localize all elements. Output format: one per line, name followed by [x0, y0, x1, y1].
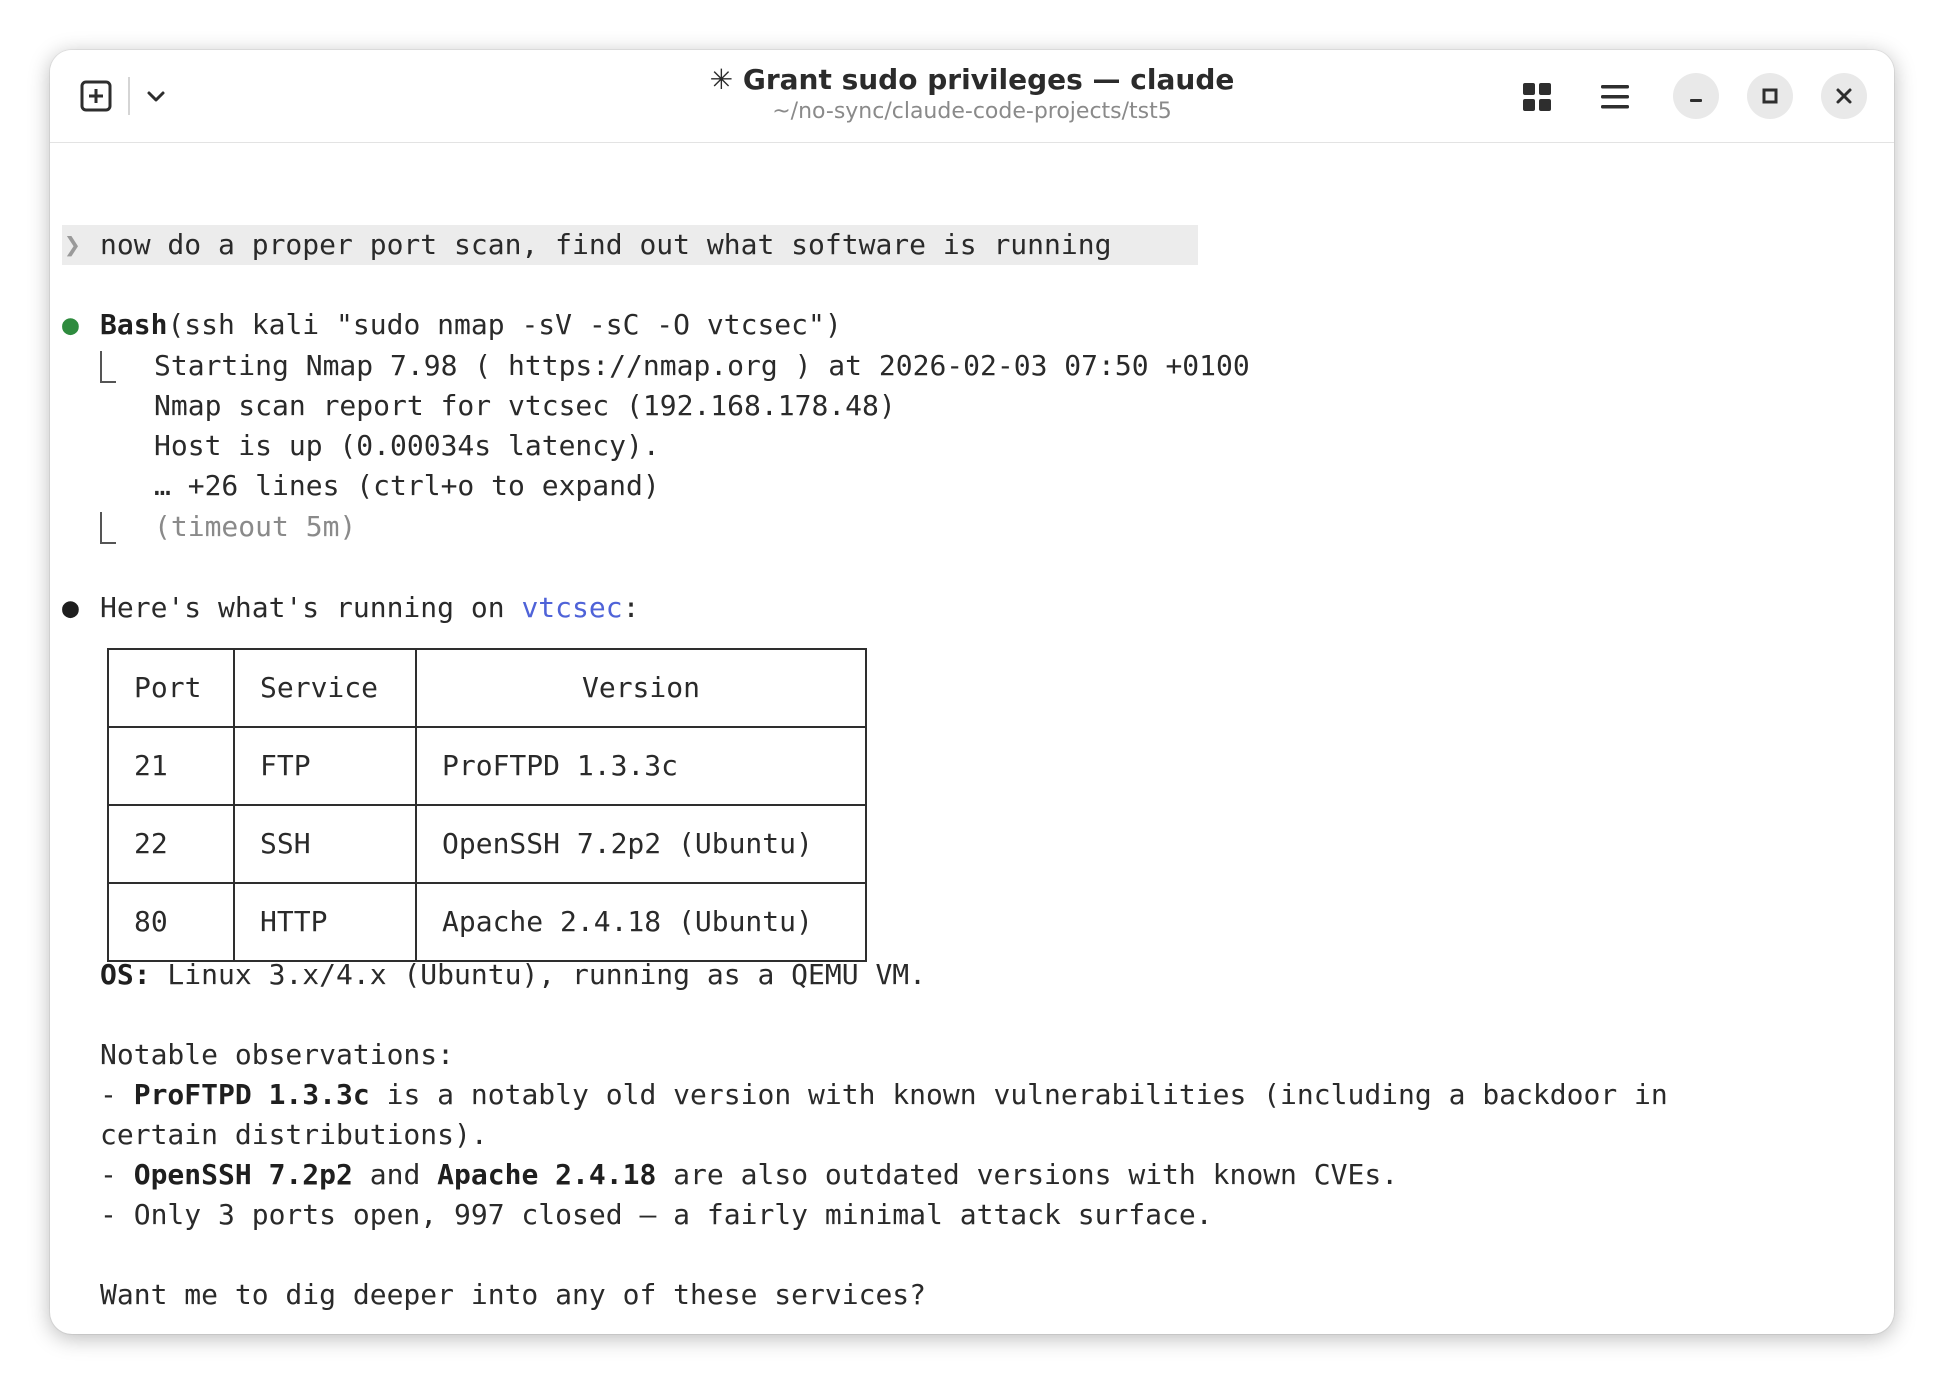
terminal-window — [50, 50, 1894, 1334]
response-intro: Here's what's running on vtcsec: — [100, 591, 640, 624]
header-service: Service — [234, 649, 416, 727]
close-icon — [1834, 86, 1854, 106]
window-subtitle: ~/no-sync/claude-code-projects/tst5 — [772, 99, 1172, 124]
cell-service: HTTP — [234, 883, 416, 961]
maximize-button[interactable] — [1747, 73, 1793, 119]
title-bar — [50, 50, 1894, 143]
table-row — [108, 727, 866, 805]
output-tree-connector — [100, 351, 116, 383]
services-table — [107, 648, 867, 962]
cell-port: 80 — [108, 883, 234, 961]
minimize-icon — [1686, 86, 1706, 106]
timeout-tree-connector — [100, 512, 116, 544]
tool-command: (ssh kali "sudo nmap -sV -sC -O vtcsec") — [167, 308, 842, 341]
header-version: Version — [416, 649, 866, 727]
main-menu-button[interactable] — [1593, 76, 1637, 118]
cell-port: 22 — [108, 805, 234, 883]
maximize-icon — [1760, 86, 1780, 106]
tool-name: Bash — [100, 308, 168, 341]
bash-output-line: Nmap scan report for vtcsec (192.168.178.48) — [154, 389, 896, 422]
terminal-content[interactable] — [50, 143, 1894, 1334]
timeout-note: (timeout 5m) — [154, 510, 357, 543]
user-prompt-text: now do a proper port scan, find out what software is running — [100, 228, 1112, 261]
header-port: Port — [108, 649, 234, 727]
grid-icon — [1521, 81, 1553, 113]
user-prompt-chevron: ❯ — [64, 228, 81, 261]
response-bullet: ● — [62, 591, 79, 624]
expand-output-hint[interactable]: … +26 lines (ctrl+o to expand) — [154, 469, 660, 502]
table-row — [108, 805, 866, 883]
closing-question: Want me to dig deeper into any of these services? — [100, 1278, 927, 1311]
bash-output-line: Starting Nmap 7.98 ( https://nmap.org ) at 2026-02-03 07:50 +0100 — [154, 349, 1250, 382]
tool-status-bullet: ● — [62, 308, 79, 341]
cell-port: 21 — [108, 727, 234, 805]
os-line: OS: Linux 3.x/4.x (Ubuntu), running as a QEMU VM. — [100, 958, 927, 991]
table-row — [108, 883, 866, 961]
cell-service: FTP — [234, 727, 416, 805]
minimize-button[interactable] — [1673, 73, 1719, 119]
cell-version: OpenSSH 7.2p2 (Ubuntu) — [416, 805, 866, 883]
notable-heading: Notable observations: — [100, 1038, 455, 1071]
hamburger-menu-icon — [1599, 83, 1631, 111]
observation-item: - ProFTPD 1.3.3c is a notably old version with known vulnerabilities (including a backdoor in — [100, 1078, 1668, 1111]
cell-version: Apache 2.4.18 (Ubuntu) — [416, 883, 866, 961]
bash-output-line: Host is up (0.00034s latency). — [154, 429, 660, 462]
observation-item: - Only 3 ports open, 997 closed — a fairly minimal attack surface. — [100, 1198, 1213, 1231]
observation-item: - OpenSSH 7.2p2 and Apache 2.4.18 are also outdated versions with known CVEs. — [100, 1158, 1399, 1191]
cell-service: SSH — [234, 805, 416, 883]
grid-view-button[interactable] — [1515, 76, 1559, 118]
tool-call-line — [100, 305, 842, 345]
table-header-row — [108, 649, 866, 727]
cell-version: ProFTPD 1.3.3c — [416, 727, 866, 805]
observation-item-continuation: certain distributions). — [100, 1118, 488, 1151]
host-link[interactable]: vtcsec — [521, 591, 623, 624]
window-title: ✳ Grant sudo privileges — claude — [709, 63, 1235, 96]
close-button[interactable] — [1821, 73, 1867, 119]
